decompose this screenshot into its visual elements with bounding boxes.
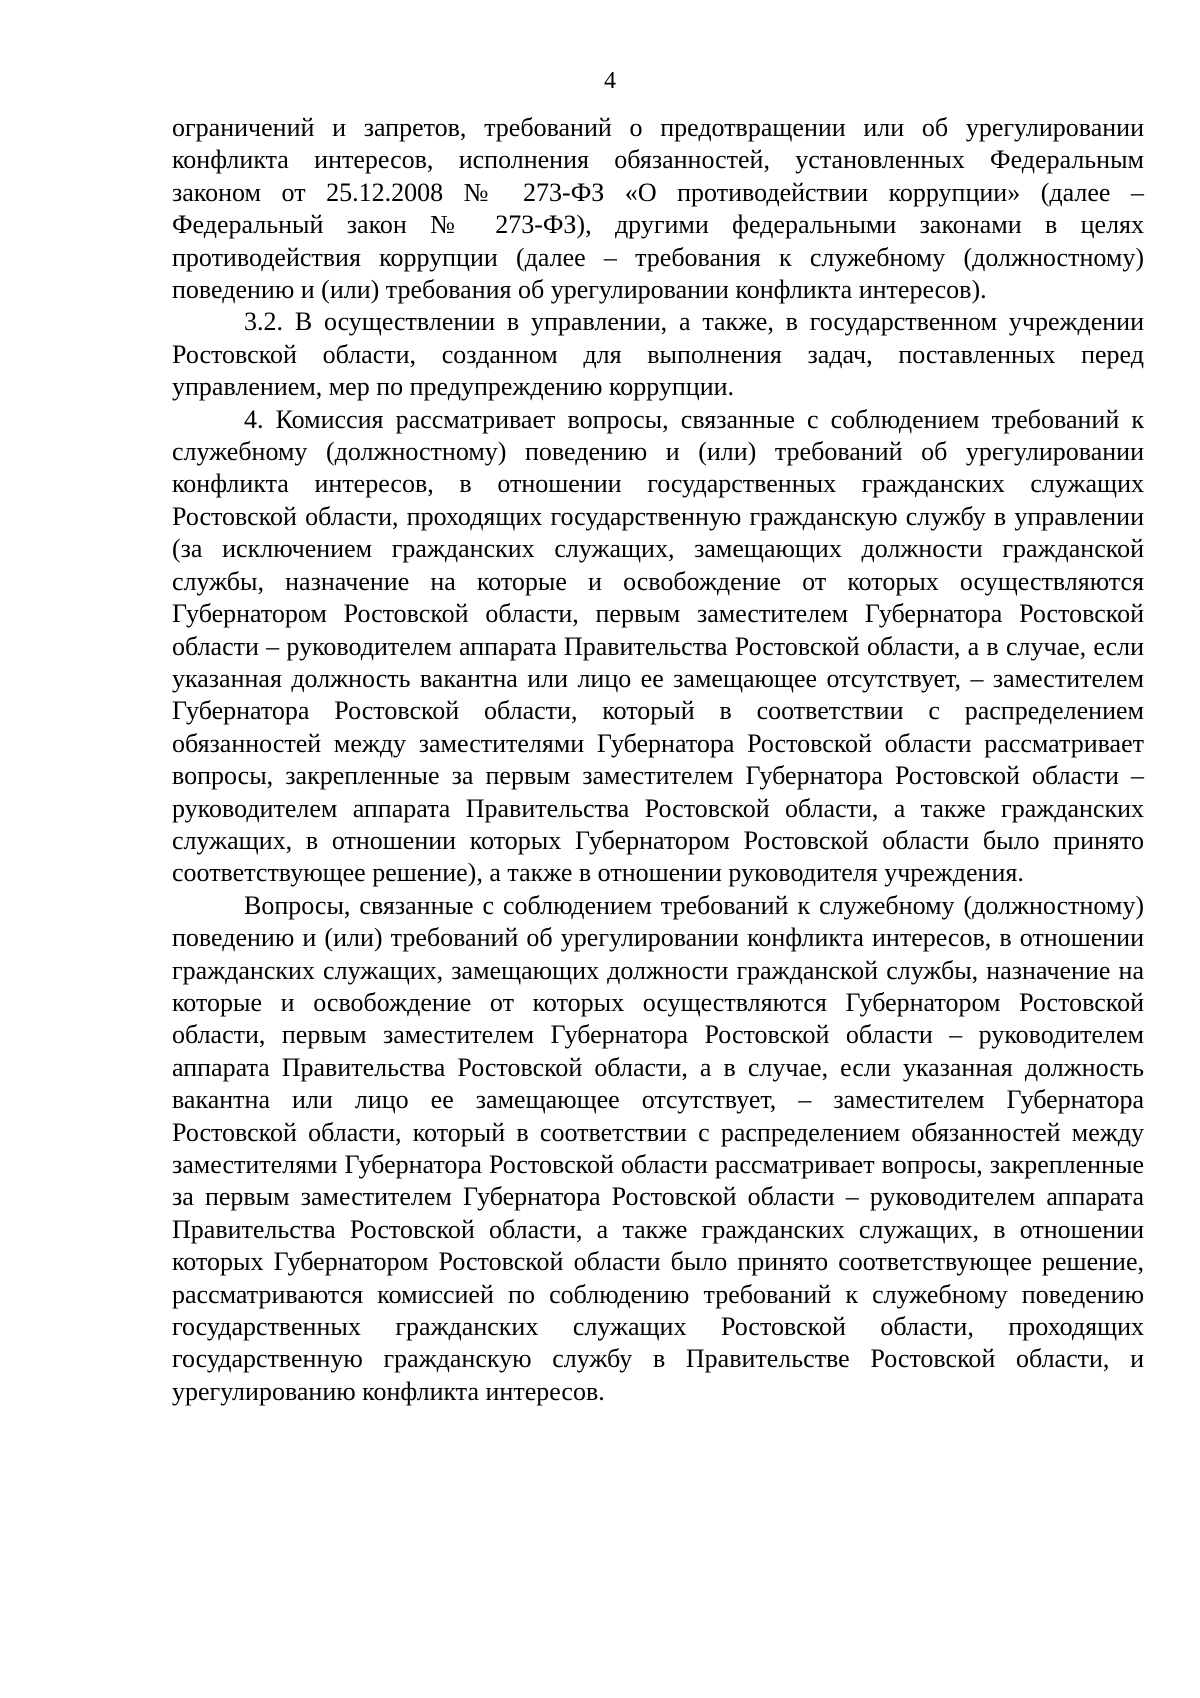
paragraph-4: 4. Комиссия рассматривает вопросы, связанные с соблюдением требований к служебному (должностному) поведению и (или) требований об урегулировании конфликта интересов, в отношении государственных гражданских служащих Ростовской области, проходящих государственную гражданскую службу в управлении (за исключением гражданских служащих, замещающих должности гражданской службы, назначение на которые и освобождение от которых осуществляются Губернатором Ростовской области, первым заместителем Губернатора Ростовской области – руководителем аппарата Правительства Ростовской области, а в случае, если указанная должность вакантна или лицо ее замещающее отсутствует, – заместителем Губернатора Ростовской области, который в соответствии с распределением обязанностей между заместителями Губернатора Ростовской области рассматривает вопросы, закрепленные за первым заместителем Губернатора Ростовской области – руководителем аппарата Правительства Ростовской области, а также гражданских служащих, в отношении которых Губернатором Ростовской области было принято соответствующее решение), а также в отношении руководителя учреждения. bbox=[172, 404, 1144, 888]
document-body bbox=[172, 112, 1144, 1408]
paragraph-3-2: 3.2. В осуществлении в управлении, а также, в государственном учреждении Ростовской области, созданном для выполнения задач, поставленных перед управлением, мер по предупреждению коррупции. bbox=[172, 307, 1144, 402]
paragraph-continuation: ограничений и запретов, требований о предотвращении или об урегулировании конфликта интересов, исполнения обязанностей, установленных Федеральным законом от 25.12.2008 № 273-ФЗ «О противодействии коррупции» (далее – Федеральный закон № 273-ФЗ), другими федеральными законами в целях противодействия коррупции (далее – требования к служебному (должностному) поведению и (или) требования об урегулировании конфликта интересов). bbox=[172, 113, 1144, 305]
page-number: 4 bbox=[604, 68, 616, 94]
paragraph-4-questions: Вопросы, связанные с соблюдением требований к служебному (должностному) поведению и (или) требований об урегулировании конфликта интересов, в отношении гражданских служащих, замещающих должности гражданской службы, назначение на которые и освобождение от которых осуществляются Губернатором Ростовской области, первым заместителем Губернатора Ростовской области – руководителем аппарата Правительства Ростовской области, а в случае, если указанная должность вакантна или лицо ее замещающее отсутствует, – заместителем Губернатора Ростовской области, который в соответствии с распределением обязанностей между заместителями Губернатора Ростовской области рассматривает вопросы, закрепленные за первым заместителем Губернатора Ростовской области – руководителем аппарата Правительства Ростовской области, а также гражданских служащих, в отношении которых Губернатором Ростовской области было принято соответствующее решение, рассматриваются комиссией по соблюдению требований к служебному поведению государственных гражданских служащих Ростовской области, проходящих государственную гражданскую службу в Правительстве Ростовской области, и урегулированию конфликта интересов. bbox=[172, 890, 1144, 1406]
